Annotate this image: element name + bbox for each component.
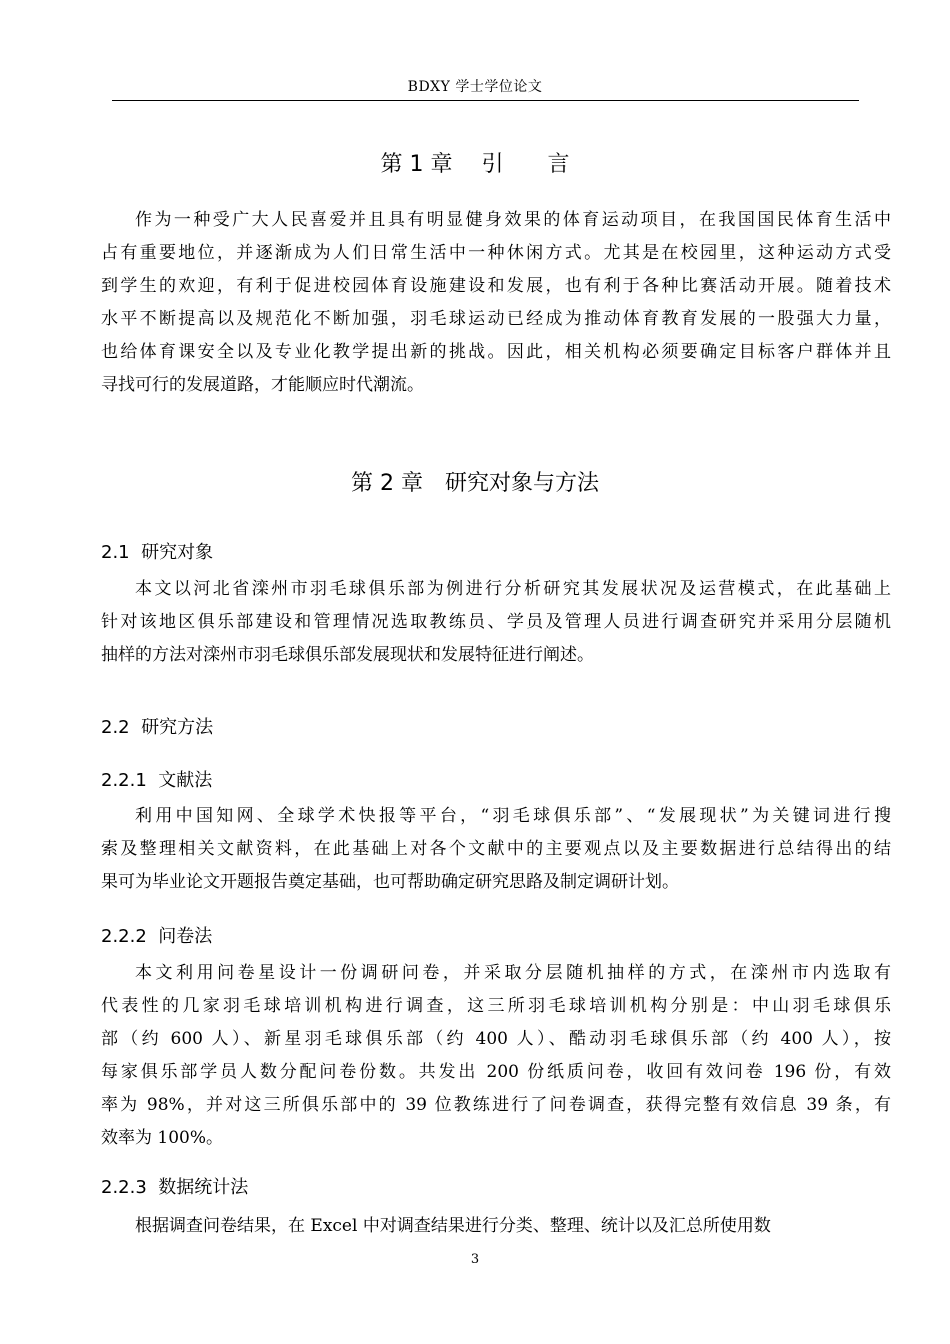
page-number: 3 <box>470 1252 480 1267</box>
section-2-2-1-heading: 2.2.1 文献法 <box>101 770 213 791</box>
section-2-2-2-paragraph <box>101 957 891 1155</box>
paragraph-line: 针对该地区俱乐部建设和管理情况选取教练员、学员及管理人员进行调查研究并采用分层随机 <box>101 612 891 632</box>
section-2-2-2-heading: 2.2.2 问卷法 <box>101 926 213 947</box>
paragraph-line: 也给体育课安全以及专业化教学提出新的挑战。因此，相关机构必须要确定目标客户群体并且 <box>101 342 891 362</box>
section-2-2-3-paragraph <box>101 1210 891 1243</box>
running-header: BDXY 学士学位论文 <box>407 79 543 95</box>
paragraph-line: 占有重要地位，并逐渐成为人们日常生活中一种休闲方式。尤其是在校园里，这种运动方式受 <box>101 243 891 263</box>
chapter-1-paragraph <box>101 204 891 402</box>
paragraph-line: 本文利用问卷星设计一份调研问卷，并采取分层随机抽样的方式，在滦州市内选取有 <box>135 963 891 983</box>
paragraph-line: 效率为 100%。 <box>101 1128 224 1148</box>
chapter-2-title: 第 2 章 研究对象与方法 <box>351 471 599 496</box>
section-2-2-1-paragraph <box>101 800 891 899</box>
paragraph-line: 部（约 600 人）、新星羽毛球俱乐部（约 400 人）、酷动羽毛球俱乐部（约 400 人），按 <box>101 1029 891 1049</box>
paragraph-line: 代表性的几家羽毛球培训机构进行调查，这三所羽毛球培训机构分别是：中山羽毛球俱乐 <box>101 996 891 1016</box>
paragraph-line: 利用中国知网、全球学术快报等平台，“羽毛球俱乐部”、“发展现状”为关键词进行搜 <box>135 806 891 826</box>
section-2-2-heading: 2.2 研究方法 <box>101 717 214 738</box>
header-rule <box>112 100 859 101</box>
paragraph-line: 根据调查问卷结果，在 Excel 中对调查结果进行分类、整理、统计以及汇总所使用数 <box>135 1216 771 1236</box>
paragraph-line: 到学生的欢迎，有利于促进校园体育设施建设和发展，也有利于各种比赛活动开展。随着技术 <box>101 276 891 296</box>
paragraph-line: 果可为毕业论文开题报告奠定基础，也可帮助确定研究思路及制定调研计划。 <box>101 872 679 892</box>
chapter-1-title: 第 1 章 引 言 <box>380 152 570 177</box>
paragraph-line: 抽样的方法对滦州市羽毛球俱乐部发展现状和发展特征进行阐述。 <box>101 645 594 665</box>
paragraph-line: 索及整理相关文献资料，在此基础上对各个文献中的主要观点以及主要数据进行总结得出的结 <box>101 839 891 859</box>
section-2-1-paragraph <box>101 573 891 672</box>
section-2-2-3-heading: 2.2.3 数据统计法 <box>101 1177 249 1198</box>
paragraph-line: 本文以河北省滦州市羽毛球俱乐部为例进行分析研究其发展状况及运营模式，在此基础上 <box>135 579 891 599</box>
paragraph-line: 作为一种受广大人民喜爱并且具有明显健身效果的体育运动项目，在我国国民体育生活中 <box>135 210 891 230</box>
paragraph-line: 每家俱乐部学员人数分配问卷份数。共发出 200 份纸质问卷，收回有效问卷 196 份，有效 <box>101 1062 891 1082</box>
paragraph-line: 水平不断提高以及规范化不断加强，羽毛球运动已经成为推动体育教育发展的一股强大力量， <box>101 309 891 329</box>
paragraph-line: 寻找可行的发展道路，才能顺应时代潮流。 <box>101 375 424 395</box>
paragraph-line: 率为 98%，并对这三所俱乐部中的 39 位教练进行了问卷调查，获得完整有效信息 39 条，有 <box>101 1095 891 1115</box>
section-2-1-heading: 2.1 研究对象 <box>101 542 214 563</box>
